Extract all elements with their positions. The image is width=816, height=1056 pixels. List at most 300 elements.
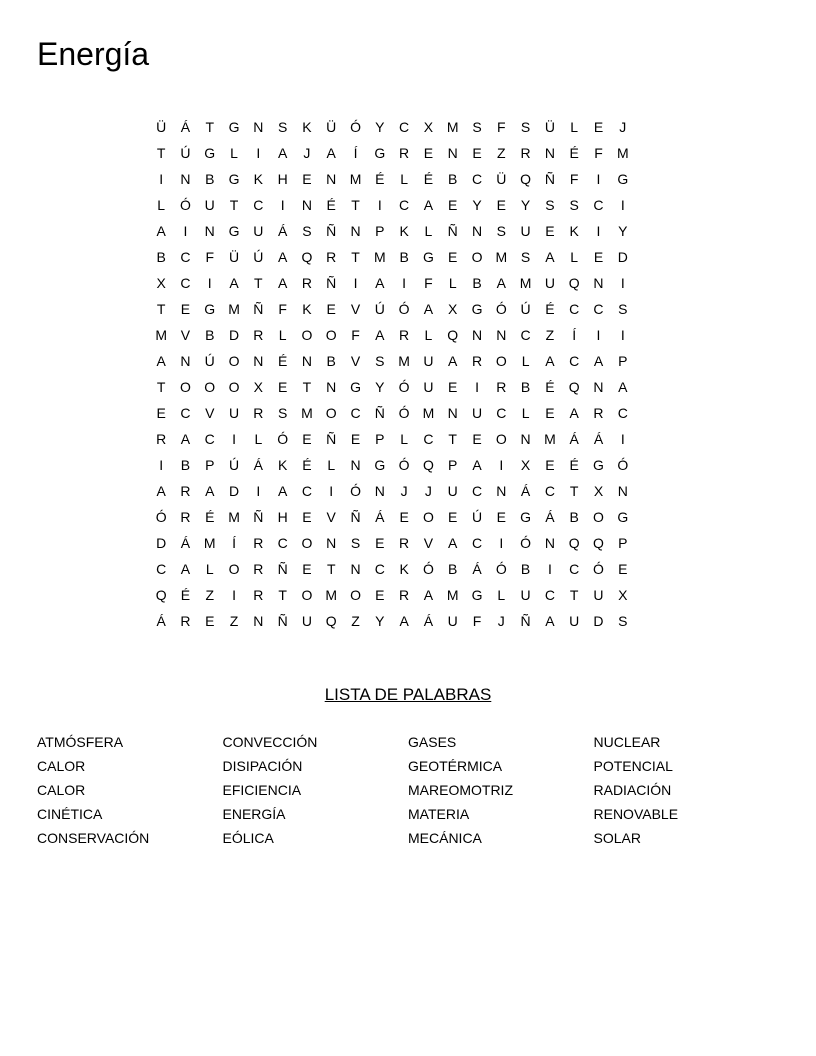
grid-letter: Ñ [253, 509, 264, 525]
grid-letter: E [375, 535, 385, 551]
grid-letter: F [497, 119, 506, 135]
grid-letter: Z [351, 613, 360, 629]
grid-letter: P [618, 353, 628, 369]
grid-letter: I [207, 275, 212, 291]
grid-letter: C [399, 119, 410, 135]
grid-letter: R [253, 587, 264, 603]
grid-letter: O [228, 353, 240, 369]
grid-letter: G [617, 509, 629, 525]
grid-letter: I [183, 223, 188, 239]
grid-letter: A [545, 353, 555, 369]
grid-letter: T [569, 587, 579, 603]
grid-letter: N [520, 431, 531, 447]
grid-row [149, 478, 669, 504]
page-title: Energía [37, 36, 150, 72]
grid-letter: N [326, 535, 337, 551]
word-list-item: RADIACIÓN [593, 782, 672, 798]
grid-letter: Y [375, 119, 385, 135]
grid-letter: U [593, 587, 604, 603]
grid-letter: U [253, 223, 264, 239]
grid-letter: Q [447, 327, 459, 343]
grid-letter: I [499, 535, 504, 551]
grid-letter: S [618, 613, 628, 629]
grid-letter: I [329, 483, 334, 499]
grid-letter: G [593, 457, 604, 473]
grid-letter: I [475, 379, 479, 395]
grid-letter: K [253, 171, 263, 187]
grid-letter: G [471, 587, 483, 603]
grid-letter: N [447, 145, 458, 161]
grid-letter: Ñ [326, 223, 337, 239]
grid-letter: N [180, 353, 191, 369]
grid-letter: D [617, 249, 628, 265]
grid-letter: A [229, 275, 239, 291]
grid-letter: U [447, 613, 458, 629]
grid-letter: Y [520, 197, 531, 213]
grid-letter: E [180, 301, 191, 317]
grid-letter: E [302, 171, 312, 187]
grid-letter: A [180, 561, 191, 577]
grid-letter: O [422, 509, 434, 525]
grid-letter: T [205, 119, 215, 135]
grid-letter: O [204, 379, 216, 395]
grid-letter: O [325, 327, 337, 343]
grid-letter: A [326, 145, 336, 161]
grid-letter: Ó [155, 509, 167, 525]
grid-letter: A [277, 275, 288, 291]
grid-letter: A [448, 353, 458, 369]
grid-letter: U [301, 613, 312, 629]
grid-letter: R [301, 275, 312, 291]
grid-letter: C [180, 249, 191, 265]
grid-letter: E [496, 509, 506, 525]
grid-letter: E [593, 119, 604, 135]
grid-letter: Ó [422, 561, 434, 577]
grid-letter: J [497, 613, 505, 629]
grid-letter: M [325, 587, 338, 603]
grid-letter: I [159, 171, 164, 187]
grid-letter: E [545, 405, 555, 421]
grid-letter: U [569, 613, 580, 629]
grid-letter: O [495, 353, 507, 369]
grid-letter: C [544, 587, 555, 603]
grid-letter: A [180, 431, 191, 447]
grid-letter: N [253, 353, 264, 369]
grid-letter: Ó [495, 301, 507, 317]
grid-letter: N [253, 119, 264, 135]
grid-letter: P [448, 457, 458, 473]
grid-row [149, 218, 669, 244]
grid-letter: Ó [520, 535, 532, 551]
grid-letter: A [156, 223, 166, 239]
grid-letter: O [228, 379, 240, 395]
grid-letter: G [204, 145, 216, 161]
grid-letter: T [302, 379, 312, 395]
grid-letter: L [521, 405, 530, 421]
grid-letter: N [471, 223, 483, 239]
grid-letter: X [520, 457, 531, 473]
grid-letter: A [399, 613, 409, 629]
grid-letter: C [471, 535, 483, 551]
grid-letter: Ñ [277, 561, 288, 577]
grid-letter: Ó [398, 405, 410, 421]
grid-letter: E [545, 223, 555, 239]
grid-letter: R [180, 483, 191, 499]
grid-letter: M [301, 405, 313, 421]
grid-letter: S [496, 223, 506, 239]
grid-letter: C [569, 561, 580, 577]
grid-letter: C [593, 197, 604, 213]
grid-letter: M [203, 535, 216, 551]
grid-letter: R [520, 145, 531, 161]
grid-letter: Ñ [277, 613, 288, 629]
grid-letter: U [423, 353, 434, 369]
grid-letter: B [472, 275, 482, 291]
grid-letter: A [205, 483, 215, 499]
grid-letter: Ó [180, 197, 191, 213]
grid-letter: M [544, 431, 556, 447]
grid-letter: L [424, 327, 433, 343]
grid-letter: N [544, 535, 555, 551]
grid-letter: Á [253, 457, 263, 473]
grid-letter: Ñ [544, 171, 555, 187]
grid-letter: A [156, 353, 166, 369]
grid-letter: O [495, 431, 507, 447]
grid-letter: E [448, 379, 458, 395]
grid-letter: V [205, 405, 215, 421]
grid-letter: A [545, 249, 555, 265]
grid-letter: Ú [520, 301, 531, 317]
grid-letter: V [326, 509, 336, 525]
grid-letter: E [496, 197, 506, 213]
grid-letter: Ü [326, 119, 337, 135]
grid-letter: N [593, 275, 604, 291]
grid-letter: I [596, 171, 601, 187]
grid-letter: Ó [350, 483, 361, 499]
grid-row [149, 582, 669, 608]
grid-letter: C [399, 197, 410, 213]
grid-letter: L [570, 249, 579, 265]
grid-letter: É [545, 379, 555, 395]
grid-letter: A [156, 483, 166, 499]
grid-letter: R [253, 535, 264, 551]
grid-letter: R [156, 431, 167, 447]
grid-letter: T [254, 275, 263, 291]
grid-letter: T [229, 197, 239, 213]
grid-letter: Ü [156, 119, 167, 135]
grid-letter: Q [422, 457, 434, 473]
grid-row [149, 140, 669, 166]
grid-letter: I [377, 197, 382, 213]
grid-letter: F [594, 145, 603, 161]
grid-letter: É [545, 301, 555, 317]
grid-letter: Ó [350, 119, 361, 135]
grid-letter: U [423, 379, 434, 395]
grid-letter: Ú [253, 249, 264, 265]
grid-letter: M [155, 327, 167, 343]
grid-letter: É [302, 457, 312, 473]
grid-letter: Ñ [326, 431, 337, 447]
grid-letter: S [545, 197, 555, 213]
grid-letter: V [350, 301, 361, 317]
word-list-item: CINÉTICA [37, 806, 103, 822]
grid-letter: Á [375, 509, 385, 525]
grid-letter: É [277, 353, 288, 369]
grid-letter: Q [325, 613, 337, 629]
word-list-item: CALOR [37, 782, 86, 798]
grid-letter: Y [375, 379, 385, 395]
grid-letter: A [375, 327, 385, 343]
grid-letter: A [496, 275, 506, 291]
grid-letter: É [423, 171, 434, 187]
word-list-item: GASES [408, 734, 457, 750]
grid-letter: Ó [495, 561, 507, 577]
grid-letter: I [256, 483, 261, 499]
grid-letter: N [471, 327, 483, 343]
grid-letter: C [593, 301, 604, 317]
grid-letter: E [350, 431, 361, 447]
grid-letter: Z [205, 587, 215, 603]
grid-letter: J [400, 483, 408, 499]
grid-letter: Z [497, 145, 506, 161]
grid-letter: E [326, 301, 336, 317]
grid-letter: F [424, 275, 433, 291]
word-list-item: CALOR [37, 758, 86, 774]
grid-letter: E [448, 509, 458, 525]
grid-letter: I [402, 275, 407, 291]
grid-letter: T [156, 301, 166, 317]
grid-letter: N [301, 197, 312, 213]
grid-letter: L [230, 145, 238, 161]
grid-letter: Q [155, 587, 167, 603]
grid-letter: E [375, 587, 385, 603]
grid-letter: C [374, 561, 385, 577]
grid-letter: A [423, 301, 434, 317]
grid-letter: R [399, 587, 410, 603]
grid-letter: F [351, 327, 360, 343]
grid-letter: E [399, 509, 409, 525]
grid-letter: A [277, 249, 288, 265]
grid-letter: G [374, 457, 386, 473]
grid-letter: E [448, 249, 458, 265]
grid-letter: O [180, 379, 191, 395]
grid-letter: Á [545, 509, 555, 525]
grid-letter: J [619, 119, 627, 135]
grid-letter: B [448, 561, 458, 577]
grid-letter: C [496, 405, 507, 421]
grid-letter: E [277, 379, 288, 395]
grid-letter: S [302, 223, 312, 239]
grid-letter: K [399, 223, 409, 239]
grid-letter: P [618, 535, 628, 551]
grid-row [149, 166, 669, 192]
grid-letter: T [326, 561, 336, 577]
grid-letter: Ú [180, 145, 191, 161]
grid-letter: M [349, 171, 362, 187]
word-list [37, 730, 779, 850]
grid-letter: Á [180, 119, 191, 135]
grid-letter: L [497, 587, 506, 603]
grid-letter: U [447, 483, 458, 499]
grid-letter: S [375, 353, 385, 369]
grid-letter: U [520, 587, 531, 603]
grid-letter: G [520, 509, 532, 525]
grid-letter: I [547, 561, 552, 577]
grid-letter: E [302, 509, 312, 525]
grid-letter: T [448, 431, 457, 447]
word-list-item: DISIPACIÓN [222, 758, 303, 774]
grid-letter: T [569, 483, 579, 499]
grid-letter: V [350, 353, 361, 369]
grid-letter: S [472, 119, 482, 135]
grid-letter: Í [353, 145, 358, 161]
grid-letter: É [326, 197, 336, 213]
grid-letter: E [156, 405, 166, 421]
grid-letter: N [301, 353, 312, 369]
grid-letter: X [253, 379, 263, 395]
grid-letter: I [499, 457, 504, 473]
grid-letter: R [399, 327, 410, 343]
grid-letter: G [204, 301, 216, 317]
grid-row [149, 608, 669, 634]
grid-letter: E [423, 145, 434, 161]
grid-letter: H [277, 509, 288, 525]
grid-letter: C [471, 483, 483, 499]
grid-letter: B [205, 171, 215, 187]
grid-letter: C [569, 301, 580, 317]
grid-letter: E [618, 561, 628, 577]
grid-letter: N [326, 379, 337, 395]
grid-row [149, 296, 669, 322]
grid-letter: C [544, 483, 555, 499]
word-list-item: GEOTÉRMICA [408, 758, 503, 774]
grid-letter: X [156, 275, 166, 291]
grid-letter: N [326, 171, 337, 187]
grid-letter: É [180, 587, 191, 603]
grid-letter: Á [277, 223, 288, 239]
grid-letter: Q [593, 535, 604, 551]
grid-letter: E [472, 431, 482, 447]
grid-letter: X [423, 119, 434, 135]
grid-letter: N [374, 483, 385, 499]
grid-letter: O [593, 509, 604, 525]
grid-letter: C [301, 483, 312, 499]
grid-letter: K [569, 223, 579, 239]
grid-letter: U [520, 223, 531, 239]
grid-letter: A [423, 197, 434, 213]
grid-letter: Ó [398, 301, 410, 317]
grid-letter: B [326, 353, 336, 369]
grid-letter: N [617, 483, 628, 499]
grid-letter: R [326, 249, 337, 265]
grid-letter: Y [472, 197, 482, 213]
grid-letter: G [471, 301, 483, 317]
grid-letter: C [520, 327, 531, 343]
grid-letter: I [596, 223, 601, 239]
word-list-heading [0, 684, 816, 706]
grid-letter: O [325, 405, 337, 421]
grid-letter: G [228, 119, 240, 135]
grid-letter: F [472, 613, 482, 629]
grid-letter: M [422, 405, 435, 421]
grid-letter: N [496, 483, 507, 499]
grid-letter: V [180, 327, 191, 343]
grid-letter: É [569, 145, 579, 161]
grid-letter: O [350, 587, 361, 603]
grid-letter: N [496, 327, 507, 343]
grid-letter: M [373, 249, 386, 265]
grid-letter: N [350, 223, 361, 239]
grid-letter: S [569, 197, 579, 213]
grid-letter: K [302, 301, 312, 317]
grid-letter: Á [472, 561, 482, 577]
grid-letter: G [422, 249, 434, 265]
grid-letter: G [228, 171, 240, 187]
grid-letter: B [448, 171, 458, 187]
grid-row [149, 348, 669, 374]
grid-letter: S [520, 249, 531, 265]
grid-letter: C [180, 405, 191, 421]
grid-letter: Ú [228, 457, 240, 473]
grid-letter: R [593, 405, 604, 421]
grid-letter: F [569, 171, 579, 187]
grid-letter: Í [572, 327, 577, 343]
grid-letter: N [180, 171, 191, 187]
grid-letter: R [180, 613, 191, 629]
grid-letter: A [569, 405, 579, 421]
grid-letter: M [519, 275, 532, 291]
grid-letter: L [400, 171, 409, 187]
grid-letter: T [351, 197, 360, 213]
grid-letter: J [424, 483, 432, 499]
grid-letter: Á [569, 431, 579, 447]
word-list-item: ATMÓSFERA [37, 734, 124, 750]
grid-letter: A [277, 483, 288, 499]
grid-letter: N [447, 405, 458, 421]
grid-letter: L [424, 223, 433, 239]
word-list-item: CONVECCIÓN [222, 734, 318, 750]
grid-letter: G [617, 171, 629, 187]
word-list-item: NUCLEAR [593, 734, 661, 750]
grid-row [149, 244, 669, 270]
grid-letter: C [204, 431, 215, 447]
grid-letter: G [350, 379, 361, 395]
grid-letter: D [593, 613, 604, 629]
grid-letter: S [520, 119, 531, 135]
grid-letter: C [569, 353, 580, 369]
grid-letter: R [180, 509, 191, 525]
word-list-item: EÓLICA [222, 830, 274, 846]
grid-letter: D [228, 327, 240, 343]
grid-letter: I [232, 587, 236, 603]
grid-letter: É [375, 171, 385, 187]
grid-letter: C [617, 405, 628, 421]
grid-letter: U [471, 405, 483, 421]
grid-letter: S [277, 119, 288, 135]
grid-letter: Ñ [447, 223, 458, 239]
grid-letter: A [472, 457, 482, 473]
grid-letter: I [232, 431, 236, 447]
grid-letter: E [472, 145, 482, 161]
grid-letter: E [593, 249, 604, 265]
grid-row [149, 530, 669, 556]
grid-letter: Y [375, 613, 385, 629]
grid-letter: Ü [228, 249, 240, 265]
grid-letter: R [399, 535, 410, 551]
grid-letter: P [375, 431, 385, 447]
grid-letter: O [301, 587, 313, 603]
grid-letter: Ó [617, 457, 629, 473]
